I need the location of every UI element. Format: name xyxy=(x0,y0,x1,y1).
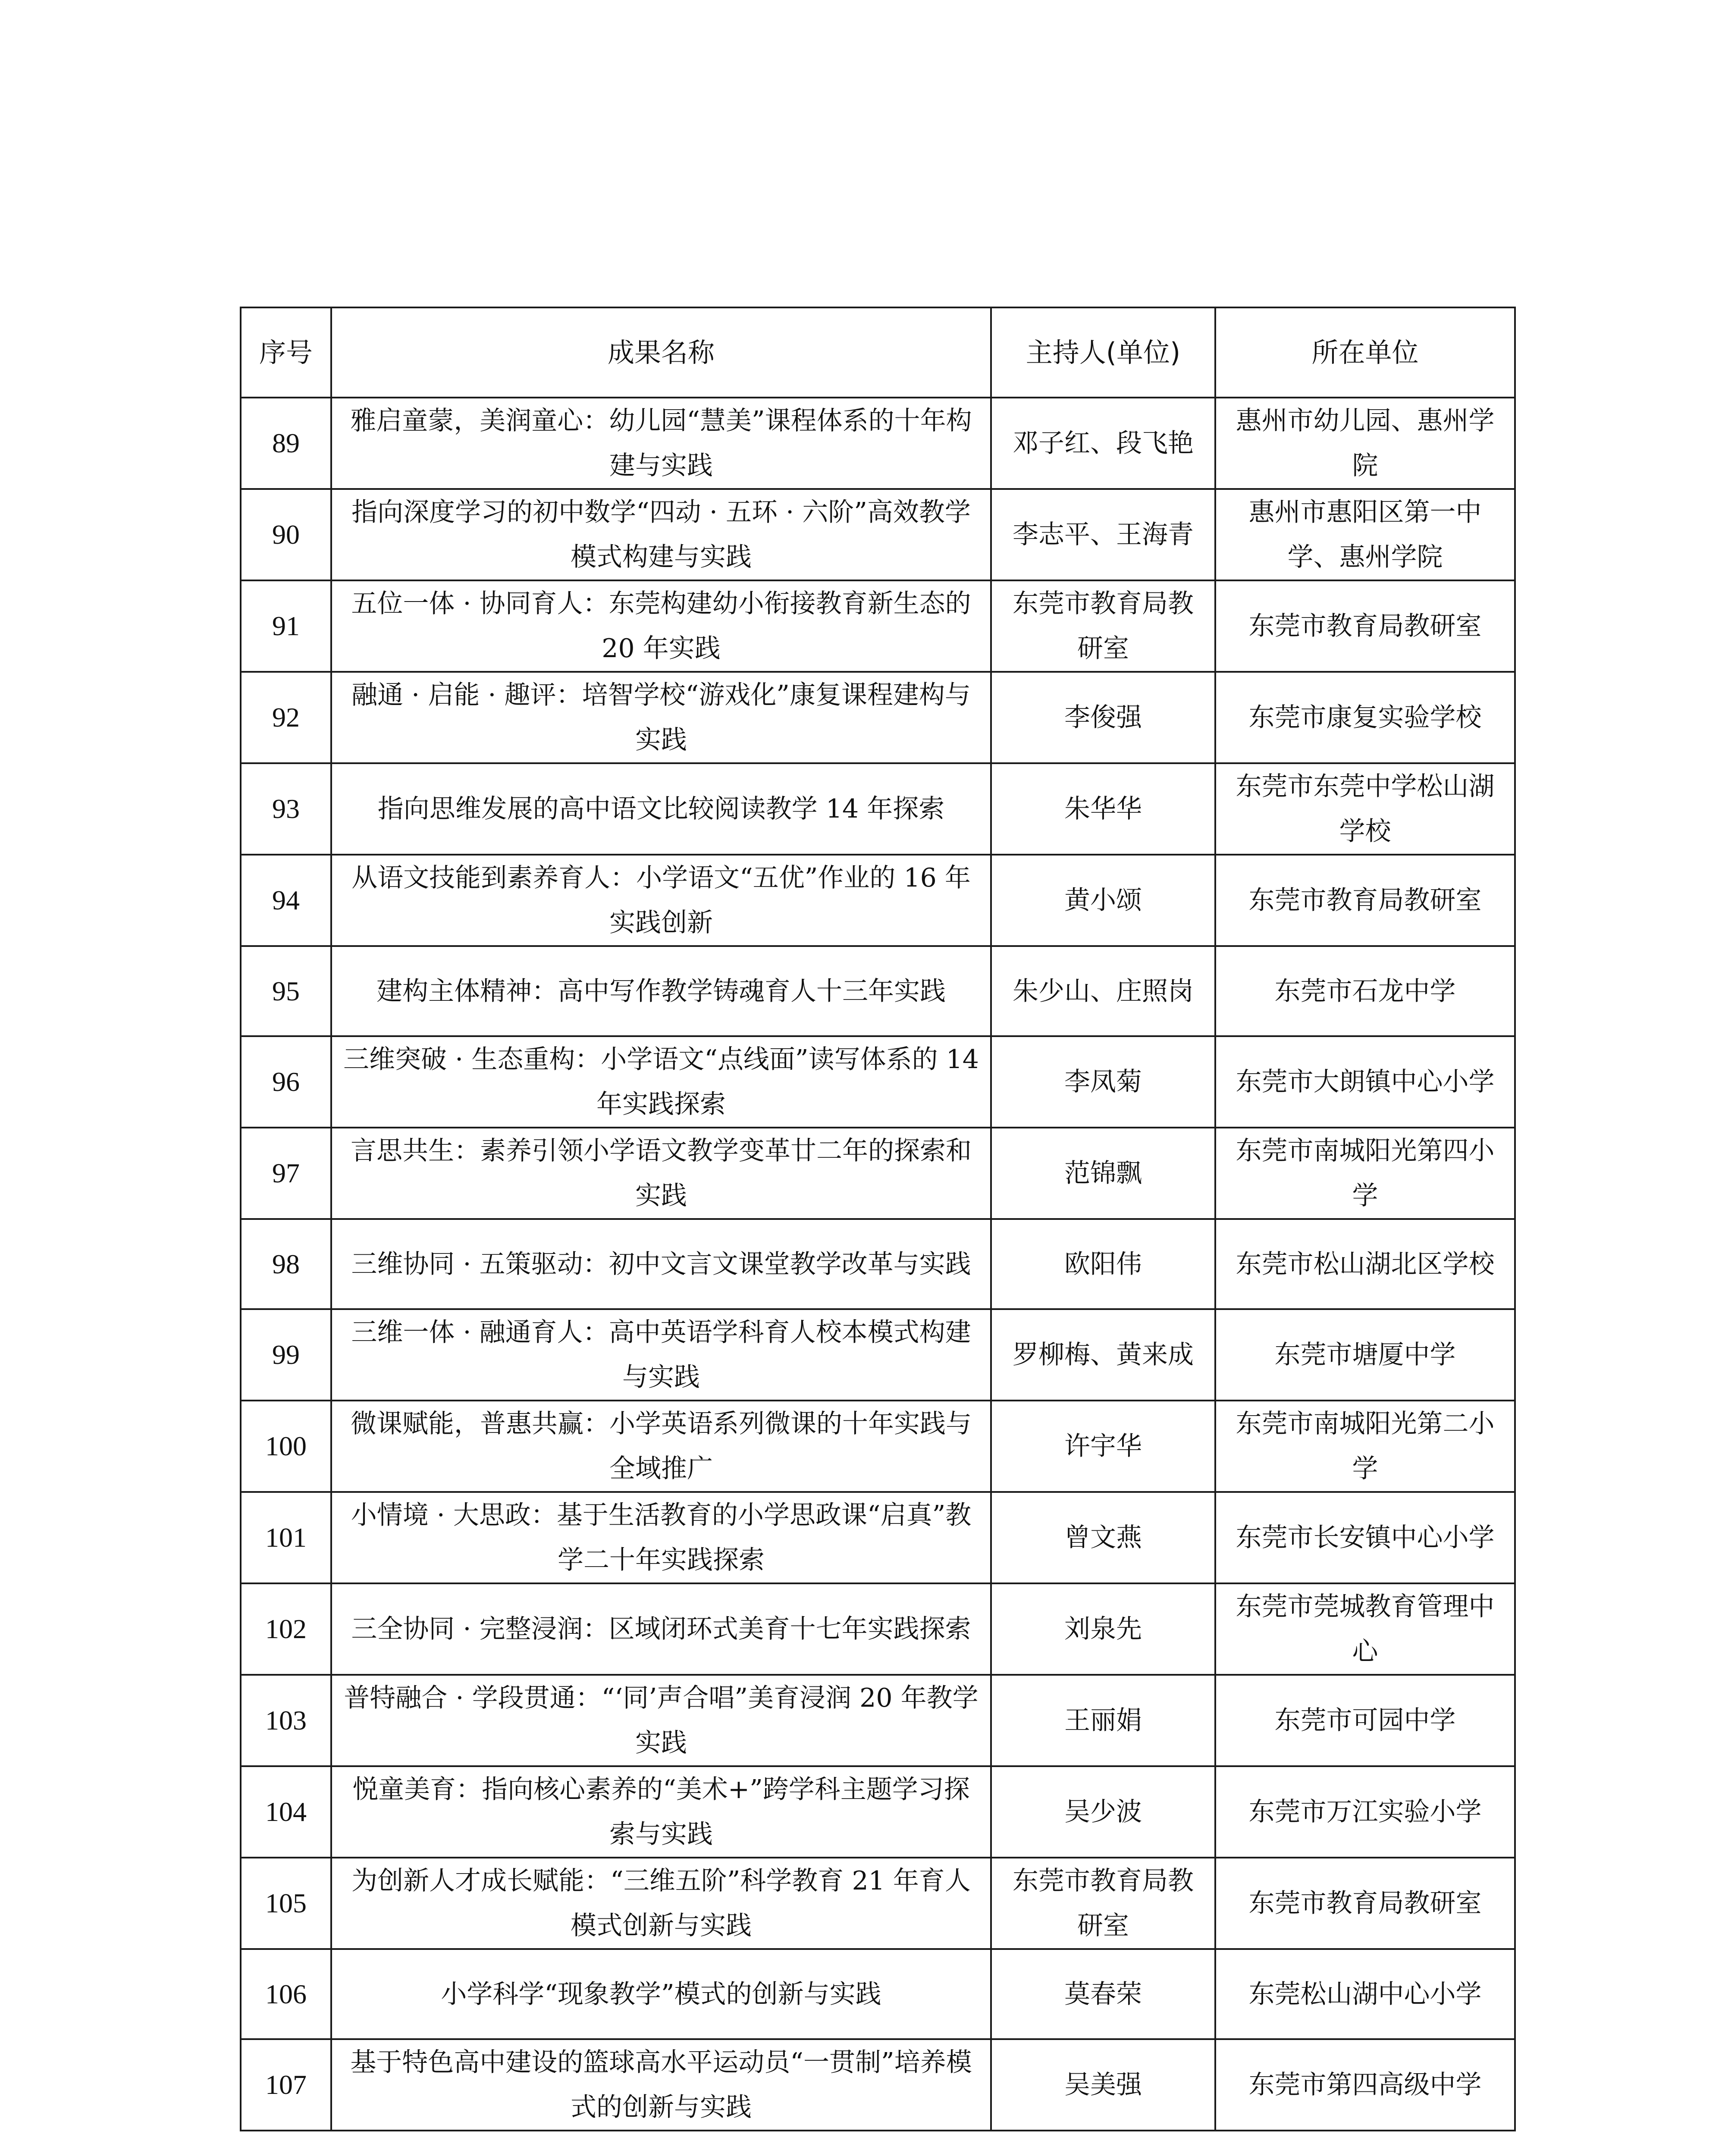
cell-unit: 东莞市大朗镇中心小学 xyxy=(1215,1036,1515,1128)
cell-unit: 东莞市石龙中学 xyxy=(1215,946,1515,1036)
cell-serial: 93 xyxy=(241,763,331,855)
table-row xyxy=(241,855,1515,946)
cell-result-name: 小学科学“现象教学”模式的创新与实践 xyxy=(331,1949,991,2039)
cell-host: 吴少波 xyxy=(991,1766,1215,1858)
cell-host: 东莞市教育局教研室 xyxy=(991,580,1215,672)
cell-host: 莫春荣 xyxy=(991,1949,1215,2039)
table-row xyxy=(241,1309,1515,1401)
table-row xyxy=(241,489,1515,580)
table-row xyxy=(241,1219,1515,1309)
cell-result-name: 三维一体 · 融通育人：高中英语学科育人校本模式构建与实践 xyxy=(331,1309,991,1401)
cell-host: 范锦飘 xyxy=(991,1128,1215,1219)
cell-result-name: 小情境 · 大思政：基于生活教育的小学思政课“启真”教学二十年实践探索 xyxy=(331,1492,991,1583)
table-row xyxy=(241,1949,1515,2039)
cell-serial: 100 xyxy=(241,1401,331,1492)
cell-host: 李俊强 xyxy=(991,672,1215,763)
cell-host: 王丽娟 xyxy=(991,1675,1215,1766)
cell-unit: 东莞市教育局教研室 xyxy=(1215,1858,1515,1949)
table-row xyxy=(241,1401,1515,1492)
cell-unit: 东莞市教育局教研室 xyxy=(1215,580,1515,672)
table-row xyxy=(241,580,1515,672)
cell-unit: 东莞市教育局教研室 xyxy=(1215,855,1515,946)
cell-host: 刘泉先 xyxy=(991,1583,1215,1675)
cell-unit: 惠州市幼儿园、惠州学院 xyxy=(1215,398,1515,489)
cell-result-name: 指向思维发展的高中语文比较阅读教学 14 年探索 xyxy=(331,763,991,855)
cell-host: 李志平、王海青 xyxy=(991,489,1215,580)
table-row xyxy=(241,946,1515,1036)
header-serial: 序号 xyxy=(241,307,331,398)
table-row xyxy=(241,1766,1515,1858)
cell-serial: 99 xyxy=(241,1309,331,1401)
cell-host: 曾文燕 xyxy=(991,1492,1215,1583)
cell-serial: 91 xyxy=(241,580,331,672)
cell-host: 东莞市教育局教研室 xyxy=(991,1858,1215,1949)
cell-host: 朱少山、庄照岗 xyxy=(991,946,1215,1036)
cell-host: 罗柳梅、黄来成 xyxy=(991,1309,1215,1401)
cell-serial: 96 xyxy=(241,1036,331,1128)
cell-result-name: 悦童美育：指向核心素养的“美术+”跨学科主题学习探索与实践 xyxy=(331,1766,991,1858)
cell-result-name: 微课赋能，普惠共赢：小学英语系列微课的十年实践与全域推广 xyxy=(331,1401,991,1492)
cell-host: 朱华华 xyxy=(991,763,1215,855)
cell-serial: 94 xyxy=(241,855,331,946)
cell-unit: 东莞市东莞中学松山湖学校 xyxy=(1215,763,1515,855)
cell-host: 黄小颂 xyxy=(991,855,1215,946)
cell-host: 李凤菊 xyxy=(991,1036,1215,1128)
table-row xyxy=(241,398,1515,489)
cell-result-name: 三维协同 · 五策驱动：初中文言文课堂教学改革与实践 xyxy=(331,1219,991,1309)
cell-result-name: 言思共生：素养引领小学语文教学变革廿二年的探索和实践 xyxy=(331,1128,991,1219)
table-row xyxy=(241,1036,1515,1128)
cell-host: 欧阳伟 xyxy=(991,1219,1215,1309)
cell-serial: 90 xyxy=(241,489,331,580)
cell-result-name: 为创新人才成长赋能：“三维五阶”科学教育 21 年育人模式创新与实践 xyxy=(331,1858,991,1949)
cell-result-name: 从语文技能到素养育人：小学语文“五优”作业的 16 年实践创新 xyxy=(331,855,991,946)
table-row xyxy=(241,1675,1515,1766)
cell-result-name: 三全协同 · 完整浸润：区域闭环式美育十七年实践探索 xyxy=(331,1583,991,1675)
header-host: 主持人(单位) xyxy=(991,307,1215,398)
cell-unit: 东莞市第四高级中学 xyxy=(1215,2039,1515,2131)
cell-unit: 东莞松山湖中心小学 xyxy=(1215,1949,1515,2039)
cell-unit: 东莞市松山湖北区学校 xyxy=(1215,1219,1515,1309)
results-table xyxy=(240,307,1516,2131)
table-row xyxy=(241,672,1515,763)
table-row xyxy=(241,763,1515,855)
cell-result-name: 基于特色高中建设的篮球高水平运动员“一贯制”培养模式的创新与实践 xyxy=(331,2039,991,2131)
table-row xyxy=(241,1492,1515,1583)
cell-serial: 89 xyxy=(241,398,331,489)
table-body xyxy=(241,398,1515,2131)
cell-serial: 101 xyxy=(241,1492,331,1583)
cell-unit: 东莞市莞城教育管理中心 xyxy=(1215,1583,1515,1675)
cell-unit: 东莞市塘厦中学 xyxy=(1215,1309,1515,1401)
table-row xyxy=(241,2039,1515,2131)
table-row xyxy=(241,1583,1515,1675)
cell-serial: 107 xyxy=(241,2039,331,2131)
cell-serial: 92 xyxy=(241,672,331,763)
table-row xyxy=(241,1858,1515,1949)
cell-host: 邓子红、段飞艳 xyxy=(991,398,1215,489)
cell-serial: 97 xyxy=(241,1128,331,1219)
cell-result-name: 普特融合 · 学段贯通：“‘同’声合唱”美育浸润 20 年教学实践 xyxy=(331,1675,991,1766)
cell-host: 许宇华 xyxy=(991,1401,1215,1492)
table-row xyxy=(241,1128,1515,1219)
header-result-name: 成果名称 xyxy=(331,307,991,398)
header-unit: 所在单位 xyxy=(1215,307,1515,398)
cell-unit: 东莞市万江实验小学 xyxy=(1215,1766,1515,1858)
cell-serial: 102 xyxy=(241,1583,331,1675)
cell-serial: 103 xyxy=(241,1675,331,1766)
cell-result-name: 三维突破 · 生态重构：小学语文“点线面”读写体系的 14 年实践探索 xyxy=(331,1036,991,1128)
cell-unit: 东莞市可园中学 xyxy=(1215,1675,1515,1766)
cell-serial: 98 xyxy=(241,1219,331,1309)
cell-result-name: 雅启童蒙，美润童心：幼儿园“慧美”课程体系的十年构建与实践 xyxy=(331,398,991,489)
header-row xyxy=(241,307,1515,398)
cell-serial: 106 xyxy=(241,1949,331,2039)
cell-unit: 惠州市惠阳区第一中学、惠州学院 xyxy=(1215,489,1515,580)
cell-result-name: 融通 · 启能 · 趣评：培智学校“游戏化”康复课程建构与实践 xyxy=(331,672,991,763)
cell-serial: 105 xyxy=(241,1858,331,1949)
cell-unit: 东莞市康复实验学校 xyxy=(1215,672,1515,763)
cell-serial: 104 xyxy=(241,1766,331,1858)
cell-host: 吴美强 xyxy=(991,2039,1215,2131)
cell-result-name: 五位一体 · 协同育人：东莞构建幼小衔接教育新生态的 20 年实践 xyxy=(331,580,991,672)
cell-result-name: 指向深度学习的初中数学“四动 · 五环 · 六阶”高效教学模式构建与实践 xyxy=(331,489,991,580)
cell-result-name: 建构主体精神：高中写作教学铸魂育人十三年实践 xyxy=(331,946,991,1036)
cell-serial: 95 xyxy=(241,946,331,1036)
cell-unit: 东莞市南城阳光第四小学 xyxy=(1215,1128,1515,1219)
cell-unit: 东莞市南城阳光第二小学 xyxy=(1215,1401,1515,1492)
table-header xyxy=(241,307,1515,398)
cell-unit: 东莞市长安镇中心小学 xyxy=(1215,1492,1515,1583)
